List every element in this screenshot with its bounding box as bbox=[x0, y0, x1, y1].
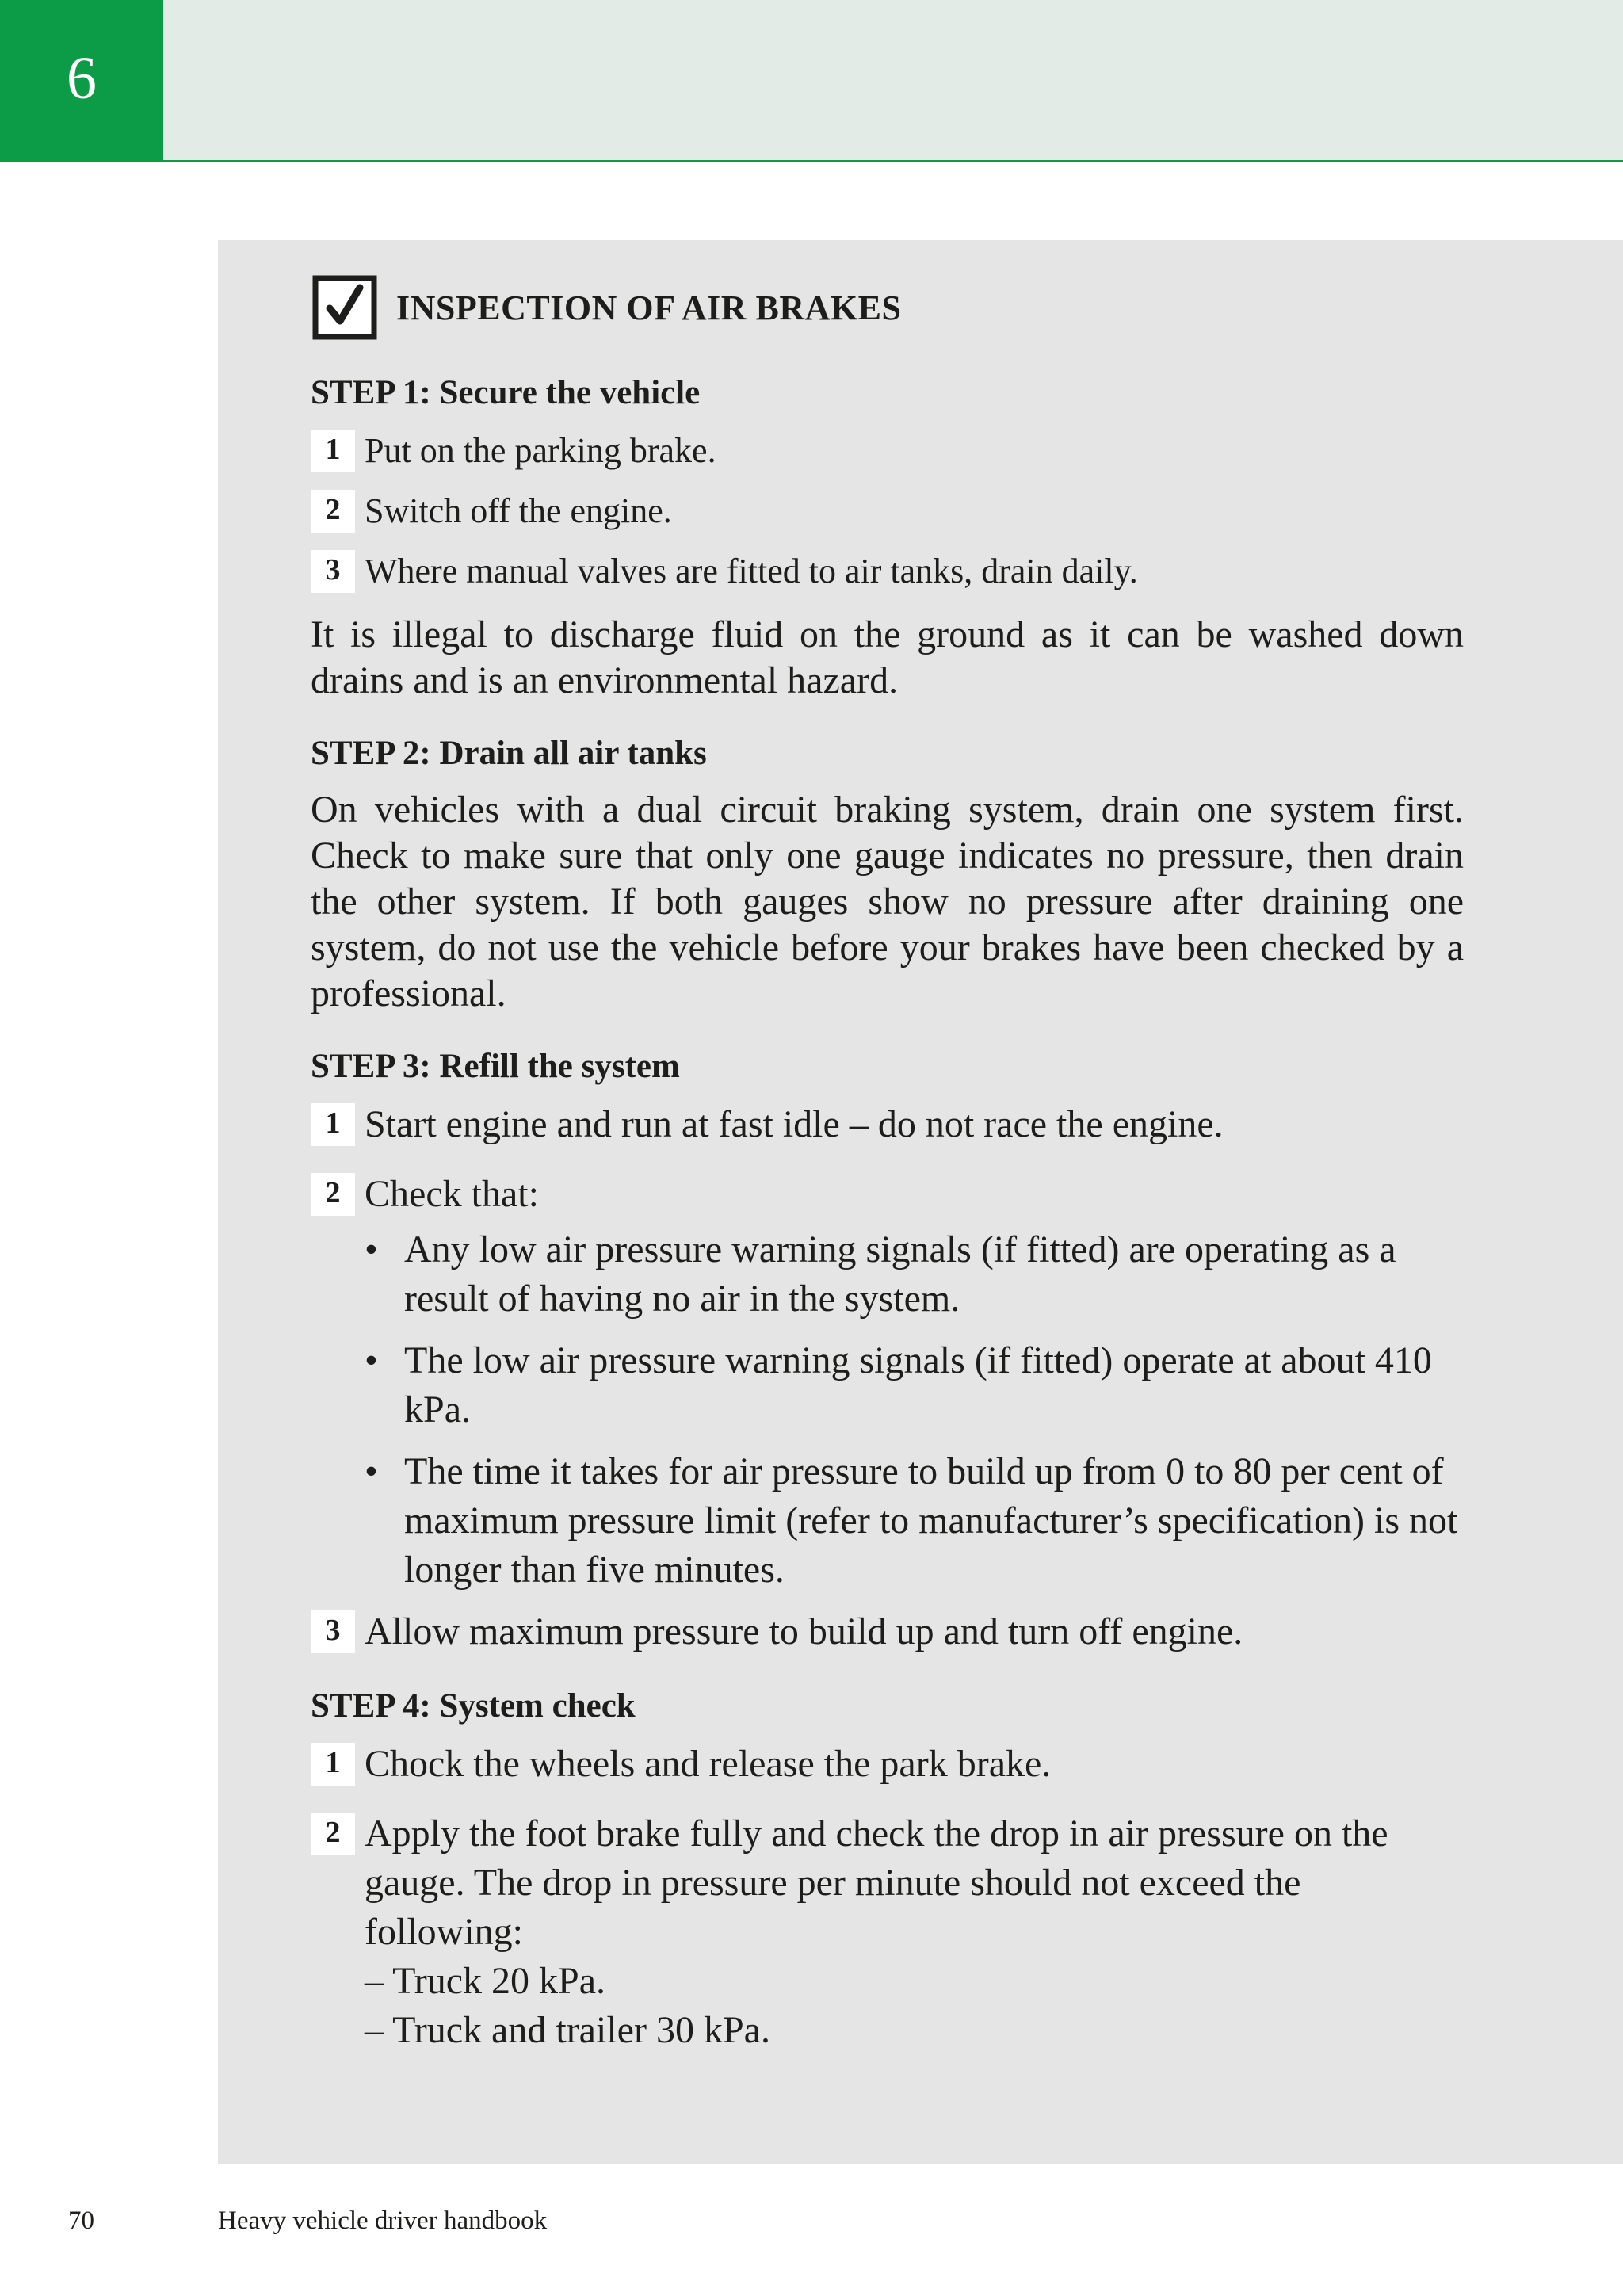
panel-title: INSPECTION OF AIR BRAKES bbox=[396, 288, 902, 327]
step3-item-2 bbox=[311, 1170, 1464, 1219]
item-number: 1 bbox=[311, 430, 355, 472]
step1-note: It is illegal to discharge fluid on the ground as it can be washed down drains and is an environmental hazard. bbox=[311, 613, 1464, 701]
step4-heading: STEP 4: System check bbox=[311, 1687, 636, 1725]
panel-title-row bbox=[311, 272, 1464, 343]
bullet-item: • Any low air pressure warning signals (if fitted) are operating as a result of having no air in the system. bbox=[365, 1225, 1464, 1324]
item-number: 1 bbox=[311, 1103, 355, 1146]
panel-content bbox=[311, 272, 1464, 2076]
item-text: Chock the wheels and release the park brake. bbox=[365, 1743, 1052, 1785]
item-number: 2 bbox=[311, 1813, 355, 1855]
item-number: 3 bbox=[311, 1610, 355, 1653]
item-text-truck: – Truck 20 kPa. bbox=[365, 1960, 606, 2002]
step1-item-2 bbox=[311, 487, 1464, 536]
item-text: Where manual valves are fitted to air tanks, drain daily. bbox=[365, 552, 1138, 590]
item-text: Start engine and run at fast idle – do not race the engine. bbox=[365, 1103, 1224, 1145]
step3-heading: STEP 3: Refill the system bbox=[311, 1048, 680, 1085]
header-band bbox=[0, 0, 1623, 162]
checkbox-tick-icon bbox=[311, 273, 379, 342]
chapter-number: 6 bbox=[67, 45, 97, 112]
item-text: Check that: bbox=[365, 1173, 539, 1215]
bullet-item: • The low air pressure warning signals (if fitted) operate at about 410 kPa. bbox=[365, 1336, 1464, 1435]
chapter-number-tab bbox=[0, 0, 163, 162]
item-number: 1 bbox=[311, 1743, 355, 1786]
inspection-panel bbox=[218, 240, 1623, 2164]
step1-item-1 bbox=[311, 426, 1464, 476]
step4-item-1 bbox=[311, 1740, 1464, 1789]
bullet-item: • The time it takes for air pressure to build up from 0 to 80 per cent of maximum pressure limit (refer to manufacturer’s specification) is not longer than five minutes. bbox=[365, 1447, 1464, 1595]
item-text: Switch off the engine. bbox=[365, 491, 672, 530]
item-number: 2 bbox=[311, 1173, 355, 1216]
step1-item-3 bbox=[311, 547, 1464, 596]
step3-bullet-list bbox=[365, 1225, 1464, 1595]
item-number: 3 bbox=[311, 550, 355, 593]
item-text-truck-trailer: – Truck and trailer 30 kPa. bbox=[365, 2009, 770, 2051]
item-number: 2 bbox=[311, 490, 355, 533]
step2-text: On vehicles with a dual circuit braking system, drain one system first. Check to make sure that only one gauge indicates no pressure, then drain the other system. If both gauges show no pressure after draining one system, do not use the vehicle before your brakes have been checked by a professional. bbox=[311, 789, 1464, 1014]
step3-item-1 bbox=[311, 1100, 1464, 1149]
step1-heading: STEP 1: Secure the vehicle bbox=[311, 374, 701, 411]
footer-title: Heavy vehicle driver handbook bbox=[218, 2206, 548, 2235]
step3-item-3 bbox=[311, 1607, 1464, 1656]
item-text: Put on the parking brake. bbox=[365, 431, 716, 470]
item-text: Allow maximum pressure to build up and turn off engine. bbox=[365, 1610, 1243, 1652]
step4-item-2 bbox=[311, 1809, 1464, 2055]
step2-heading: STEP 2: Drain all air tanks bbox=[311, 735, 707, 772]
item-text: Apply the foot brake fully and check the drop in air pressure on the gauge. The drop in pressure per minute should not exceed the following: bbox=[365, 1813, 1388, 1953]
footer-page-number: 70 bbox=[68, 2206, 94, 2235]
